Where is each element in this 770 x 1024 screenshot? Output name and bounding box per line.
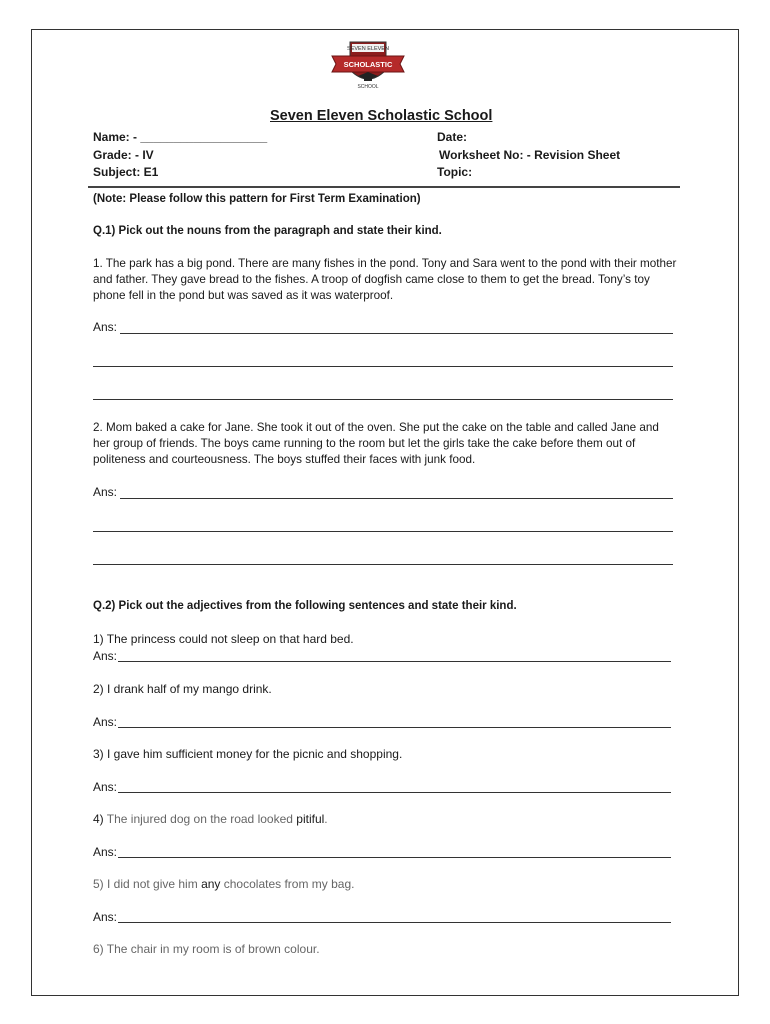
header-divider [88,186,680,188]
subject-field: Subject: E1 [93,165,159,179]
q2-s3-ans-label: Ans: [93,780,118,794]
q2-s2-ans-label: Ans: [93,715,118,729]
q2-sentence-5 [93,877,354,892]
q2-sentence-3: 3) I gave him sufficient money for the picnic and shopping. [93,747,403,761]
worksheet-field: Worksheet No: - Revision Sheet [439,148,621,162]
q2-s5-end: chocolates from my bag. [220,877,355,891]
q2-sentence-1: 1) The princess could not sleep on that hard bed. [93,632,354,646]
answer-line [118,857,671,858]
answer-line [118,922,671,923]
q2-sentence-2: 2) I drank half of my mango drink. [93,682,272,696]
q2-s4-word: pitiful [296,812,325,826]
name-field: Name: - ___________________ [93,130,268,144]
answer-line [118,792,671,793]
school-logo [330,36,406,94]
answer-line [93,366,673,367]
logo-bottom-text: SCHOOL [357,84,379,90]
logo-band-text: SCHOLASTIC [343,60,393,69]
grade-field: Grade: - IV [93,148,154,162]
q2-sentence-4 [93,812,328,827]
q2-title: Q.2) Pick out the adjectives from the following sentences and state their kind. [93,600,517,612]
q2-s5-ans-label: Ans: [93,910,118,924]
logo-top-text: SEVEN ELEVEN [347,46,389,52]
q1-p1-ans-label: Ans: [93,320,118,334]
answer-line [93,399,673,400]
answer-line [120,333,673,334]
q1-paragraph-2: 2. Mom baked a cake for Jane. She took it out of the oven. She put the cake on the table and called Jane and her group of friends. The boys came running to the room but let the girls take the cake before them out of politeness and courteousness. The boys stuffed their faces with junk food. [93,421,659,466]
answer-line [118,727,671,728]
answer-line [120,498,673,499]
q2-s4-number: 4) [93,812,104,826]
answer-line [93,531,673,532]
q2-s4-ans-label: Ans: [93,845,118,859]
note-text: (Note: Please follow this pattern for First Term Examination) [93,193,421,205]
q2-s5-word: any [201,877,221,891]
q1-title: Q.1) Pick out the nouns from the paragraph and state their kind. [93,225,442,237]
date-field: Date: [437,130,468,144]
school-name: Seven Eleven Scholastic School [270,108,493,124]
q1-p2-ans-label: Ans: [93,485,118,499]
q2-sentence-6: 6) The chair in my room is of brown colour. [93,942,320,956]
q2-s4-text: The injured dog on the road looked [103,812,297,826]
q1-paragraph-1: 1. The park has a big pond. There are many fishes in the pond. Tony and Sara went to the pond with their mother and father. They gave bread to the fishes. A troop of dogfish came close to them to get the bread. Tony’s toy phone fell in the pond but was saved as it was waterproof. [93,257,677,302]
q2-s4-end: . [324,812,328,826]
topic-field: Topic: [437,165,473,179]
q2-s1-ans-label: Ans: [93,649,118,663]
q2-s5-text: 5) I did not give him [93,877,202,891]
answer-line [93,564,673,565]
answer-line [118,661,671,662]
